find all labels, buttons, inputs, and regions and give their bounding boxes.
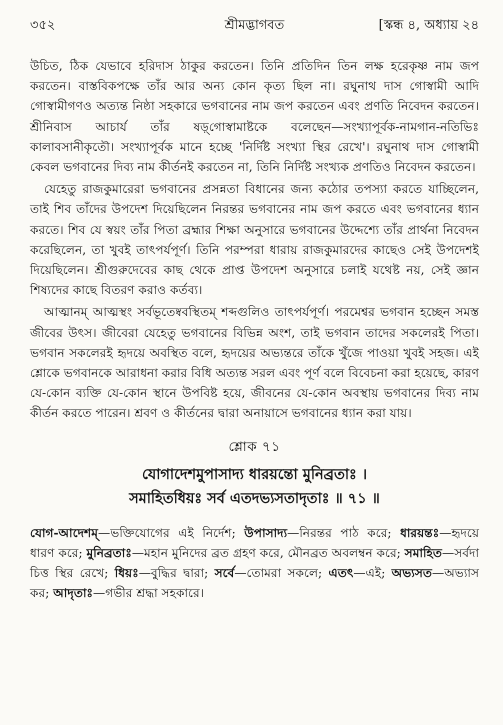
synonyms-block	[30, 523, 479, 604]
synonym-term: ধিয়ঃ	[114, 566, 139, 581]
synonym-meaning: —গভীর শ্রদ্ধা সহকারে।	[93, 586, 205, 601]
verse-heading: শ্লোক ৭১	[228, 438, 281, 455]
page-number: ৩৫২	[30, 18, 56, 33]
synonym-term: সমাহিত	[404, 545, 443, 560]
synonym-meaning: —বুদ্ধির দ্বারা;	[138, 566, 215, 581]
verse-line: সমাহিতধিয়ঃ সর্ব এতদভ্যসতাদৃতাঃ ॥ ৭১ ॥	[129, 489, 380, 507]
paragraph: আত্মানম্ আত্মস্থং সর্বভূতেষ্ববস্থিতম্ শব্দগুলিও তাৎপর্যপূর্ণ। পরমেশ্বর ভগবান হচ্ছেন সমস্ত জীবের উৎস। জীবেরা যেহেতু ভগবানের বিভিন্ন অংশ, তাই ভগবান তাদের সকলেরই পিতা। ভগবান সকলেরই হৃদয়ে অবস্থিত বলে, হৃদয়ের অভ্যন্তরে তাঁকে খুঁজে পাওয়া খুবই সহজ। এই শ্লোকে ভগবানকে আরাধনা করার বিধি অত্যন্ত সরল এবং পূর্ণ বলে বিবেচনা করা হয়েছে, কারণ যে-কোন ব্যক্তি যে-কোন স্থানে উপবিষ্ট হয়ে, জীবনের যে-কোন অবস্থায় ভগবানের দিব্য নাম কীর্তন করতে পারেন। শ্রবণ ও কীর্তনের দ্বারা অনায়াসে ভগবানের ধ্যান করা যায়।	[30, 305, 479, 421]
synonym-term: ধারয়ন্তঃ	[400, 525, 440, 540]
synonym-term: এতৎ	[328, 566, 354, 581]
verse-text	[30, 463, 479, 511]
book-title: শ্রীমদ্ভাগবত	[224, 18, 285, 33]
synonym-term: সর্বে	[214, 566, 235, 581]
synonym-term: আদৃতাঃ	[53, 586, 94, 601]
purport-text	[30, 56, 479, 424]
synonym-term: উপাসাদ্য	[244, 525, 288, 540]
synonym-term: অভ্যসত	[391, 566, 433, 581]
synonym-meaning: —এই;	[353, 566, 392, 581]
page-header	[30, 14, 479, 34]
synonym-meaning: —মহান মুনিদের ব্রত গ্রহণ করে, মৌনব্রত অবলম্বন করে;	[131, 545, 405, 560]
paragraph: উচিত, ঠিক যেভাবে হরিদাস ঠাকুর করতেন। তিনি প্রতিদিন তিন লক্ষ হরেকৃষ্ণ নাম জপ করতেন। বাস্তবিকপক্ষে তাঁর আর অন্য কোন কৃত্য ছিল না। রঘুনাথ দাস গোস্বামী আদি গোস্বামীগণও অত্যন্ত নিষ্ঠা সহকারে ভগবানের নাম জপ করতেন এবং প্রণতি নিবেদন করতেন। শ্রীনিবাস আচার্য তাঁর ষড়্‌গোস্বামাষ্টকে বলেছেন—সংখ্যাপূর্বক-নামগান-নতিভিঃ কালাবসানীকৃতৌ। সংখ্যাপূর্বক মানে হচ্ছে 'নির্দিষ্ট সংখ্যা স্থির রেখে'। রঘুনাথ দাস গোস্বামী কেবল ভগবানের দিব্য নাম কীর্তনই করতেন না, তিনি নির্দিষ্ট সংখ্যক প্রণতিও নিবেদন করতেন।	[30, 59, 479, 175]
paragraph: যেহেতু রাজকুমারেরা ভগবানের প্রসন্নতা বিধানের জন্য কঠোর তপস্যা করতে যাচ্ছিলেন, তাই শিব তাঁদের উপদেশ দিয়েছিলেন নিরন্তর ভগবানের নাম জপ করতে এবং ভগবানের ধ্যান করতে। শিব যে স্বয়ং তাঁর পিতা ব্রহ্মার শিক্ষা অনুসারে ভগবানের উদ্দেশ্যে তাঁর প্রার্থনা নিবেদন করেছিলেন, তা খুবই তাৎপর্যপূর্ণ। তিনি পরম্পরা ধারায় রাজকুমারদের কাছেও সেই উপদেশই দিয়েছিলেন। শ্রীগুরুদেবের কাছ থেকে প্রাপ্ত উপদেশ অনুসারে চলাই যথেষ্ট নয়, সেই জ্ঞান শিষ্যদের কাছে বিতরণ করাও কর্তব্য।	[30, 182, 479, 298]
verse-line: যোগাদেশমুপাসাদ্য ধারয়ন্তো মুনিব্রতাঃ ।	[141, 465, 368, 483]
synonym-meaning: —হৃদয়ে ধারণ করে;	[30, 525, 479, 560]
synonym-meaning: —ভক্তিযোগের এই নির্দেশ;	[98, 525, 245, 540]
synonym-meaning: —অভ্যাস কর;	[30, 566, 479, 601]
synonym-meaning: —তোমরা সকলে;	[234, 566, 329, 581]
chapter-reference: [স্কন্ধ ৪, অধ্যায় ২৪	[378, 18, 479, 33]
synonym-meaning: —নিরন্তর পাঠ করে;	[287, 525, 401, 540]
synonym-term: মুনিব্রতাঃ	[86, 545, 132, 560]
synonym-term: যোগ-আদেশম্	[30, 525, 99, 540]
synonym-meaning: —সর্বদা চিত্ত স্থির রেখে;	[30, 545, 479, 581]
